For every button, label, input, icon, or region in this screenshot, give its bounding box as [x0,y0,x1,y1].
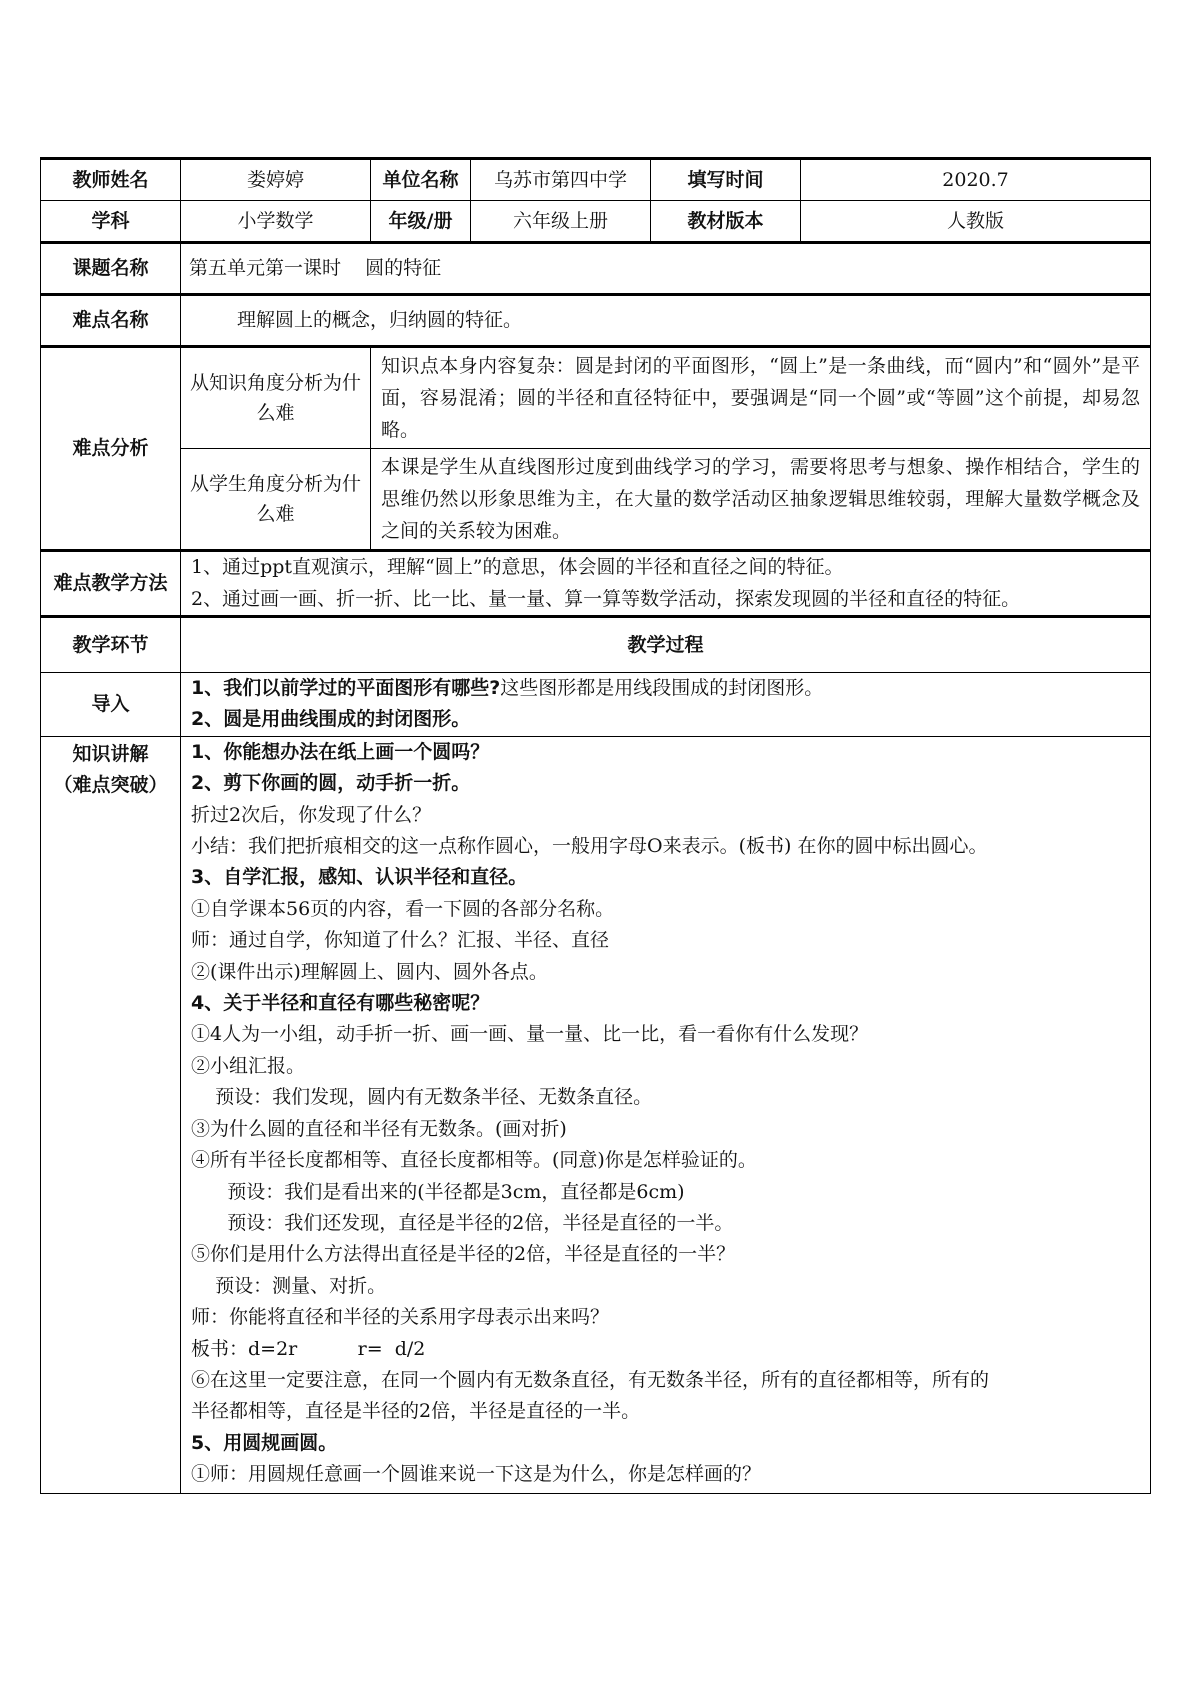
analysis-label: 难点分析 [41,347,181,551]
subject-label: 学科 [41,201,181,243]
knowledge-line: ①4人为一小组，动手折一折、画一画、量一量、比一比，看一看你有什么发现？ [191,1023,869,1046]
teacher-label: 教师姓名 [41,159,181,201]
analysis-row-student [41,449,1151,551]
lesson-plan-table [40,157,1151,1494]
knowledge-line: 预设：我们发现，圆内有无数条半径、无数条直径。 [191,1086,653,1109]
process-left-header: 教学环节 [41,617,181,673]
time-value: 2020.7 [801,159,1151,201]
knowledge-line: 板书：d=2r r= d/2 [191,1337,426,1360]
intro-row [41,673,1151,737]
edition-value: 人教版 [801,201,1151,243]
teacher-value: 娄婷婷 [181,159,371,201]
process-header-row [41,617,1151,673]
unit-value: 乌苏市第四中学 [471,159,651,201]
knowledge-sublabel: （难点突破） [53,773,168,796]
knowledge-line: 折过2次后，你发现了什么？ [191,803,432,826]
knowledge-line: ⑥在这里一定要注意，在同一个圆内有无数条直径，有无数条半径，所有的直径都相等，所有的 [191,1368,990,1391]
knowledge-line: ①师：用圆规任意画一个圆谁来说一下这是为什么，你是怎样画的？ [191,1463,762,1486]
header-row-2 [41,201,1151,243]
knowledge-line: 预设：我们是看出来的(半径都是3cm，直径都是6cm) [191,1180,685,1203]
knowledge-line: 4、关于半径和直径有哪些秘密呢？ [191,992,490,1015]
knowledge-line: ①自学课本56页的内容，看一下圆的各部分名称。 [191,897,615,920]
knowledge-line: ④所有半径长度都相等、直径长度都相等。(同意)你是怎样验证的。 [191,1149,757,1172]
grade-label: 年级/册 [371,201,471,243]
knowledge-angle-label: 从知识角度分析为什么难 [181,347,371,449]
knowledge-line: 预设：我们还发现，直径是半径的2倍，半径是直径的一半。 [191,1211,734,1234]
method-row [41,551,1151,617]
method-label: 难点教学方法 [41,551,181,617]
topic-label: 课题名称 [41,243,181,295]
method-line-1: 1、通过ppt直观演示，理解“圆上”的意思，体会圆的半径和直径之间的特征。 [191,556,844,579]
knowledge-lines [191,737,1140,1491]
intro-line-1-answer: 这些图形都是用线段围成的封闭图形。 [500,677,824,699]
intro-line-1-question: 1、我们以前学过的平面图形有哪些? [191,677,501,699]
header-row-1 [41,159,1151,201]
knowledge-label: 知识讲解 [72,742,149,765]
knowledge-line: ②(课件出示)理解圆上、圆内、圆外各点。 [191,960,548,983]
difficulty-row [41,295,1151,347]
knowledge-line: 半径都相等，直径是半径的2倍，半径是直径的一半。 [191,1400,641,1423]
difficulty-value: 理解圆上的概念，归纳圆的特征。 [181,295,1151,347]
knowledge-line: ⑤你们是用什么方法得出直径是半径的2倍，半径是直径的一半？ [191,1243,736,1266]
intro-line-2: 2、圆是用曲线围成的封闭图形。 [191,708,471,731]
intro-line-1 [191,673,1140,704]
analysis-row-knowledge [41,347,1151,449]
edition-label: 教材版本 [651,201,801,243]
knowledge-label-cell [41,736,181,1493]
process-right-header: 教学过程 [181,617,1151,673]
method-line-2: 2、通过画一画、折一折、比一比、量一量、算一算等数学活动，探索发现圆的半径和直径的特征。 [191,587,1021,610]
time-label: 填写时间 [651,159,801,201]
knowledge-line: ②小组汇报。 [191,1054,306,1077]
knowledge-line: 2、剪下你画的圆，动手折一折。 [191,772,471,795]
difficulty-label: 难点名称 [41,295,181,347]
knowledge-line: ③为什么圆的直径和半径有无数条。(画对折) [191,1117,567,1140]
intro-content [181,673,1151,737]
knowledge-line: 3、自学汇报，感知、认识半径和直径。 [191,866,528,889]
knowledge-row [41,736,1151,1493]
knowledge-line: 5、用圆规画圆。 [191,1431,338,1454]
lesson-plan-sheet [40,157,1150,1494]
topic-row [41,243,1151,295]
knowledge-line: 预设：测量、对折。 [191,1274,387,1297]
subject-value: 小学数学 [181,201,371,243]
knowledge-line: 1、你能想办法在纸上画一个圆吗？ [191,740,490,763]
knowledge-angle-text: 知识点本身内容复杂：圆是封闭的平面图形，“圆上”是一条曲线，而“圆内”和“圆外”是平面，容易混淆；圆的半径和直径特征中，要强调是“同一个圆”或“等圆”这个前提，却易忽略。 [371,347,1151,449]
unit-label: 单位名称 [371,159,471,201]
knowledge-line: 小结：我们把折痕相交的这一点称作圆心，一般用字母O来表示。(板书) 在你的圆中标出圆心。 [191,835,988,858]
grade-value: 六年级上册 [471,201,651,243]
intro-label: 导入 [41,673,181,737]
knowledge-line: 师：通过自学，你知道了什么？汇报、半径、直径 [191,929,610,952]
knowledge-content [181,736,1151,1493]
student-angle-label: 从学生角度分析为什么难 [181,449,371,551]
topic-value: 第五单元第一课时 圆的特征 [181,243,1151,295]
student-angle-text: 本课是学生从直线图形过度到曲线学习的学习，需要将思考与想象、操作相结合，学生的思维仍然以形象思维为主，在大量的数学活动区抽象逻辑思维较弱，理解大量数学概念及之间的关系较为困难。 [371,449,1151,551]
knowledge-line: 师：你能将直径和半径的关系用字母表示出来吗？ [191,1306,610,1329]
method-lines [181,551,1151,617]
